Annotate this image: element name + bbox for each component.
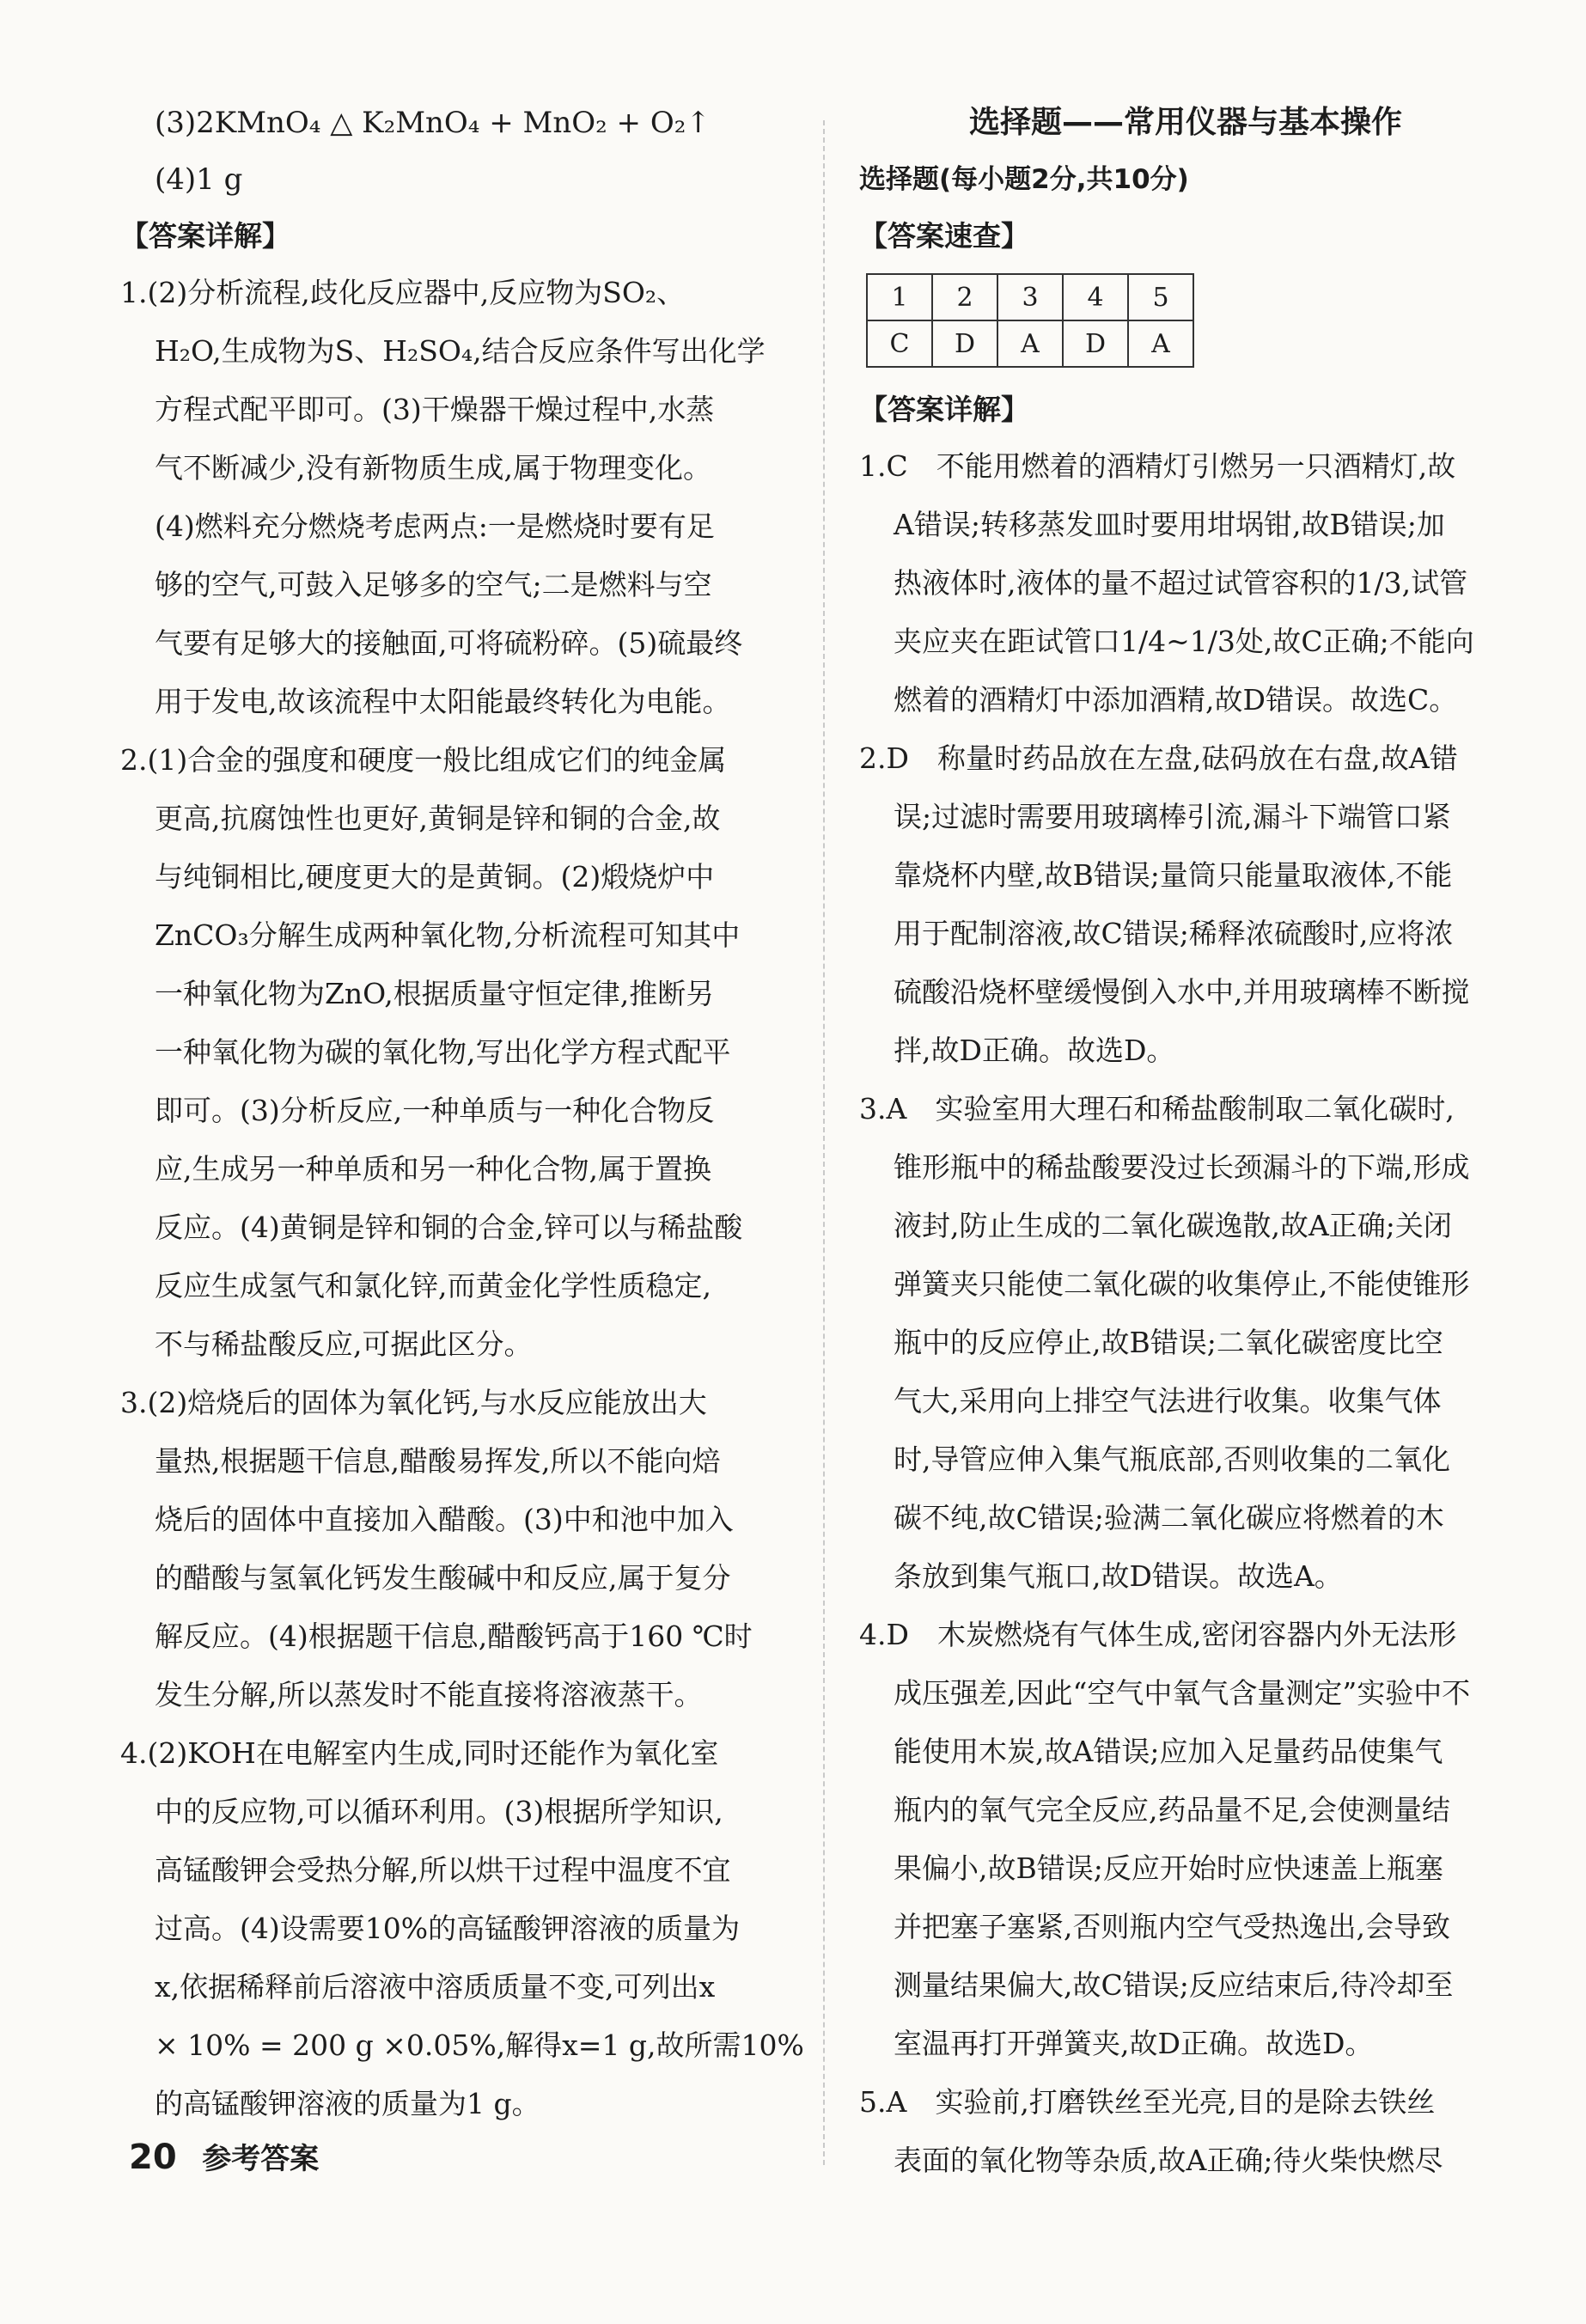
answer-cell: C <box>867 320 932 367</box>
text-row: 瓶内的氧气完全反应,药品量不足,会使测量结 <box>894 1793 1450 1827</box>
text-row: 弹簧夹只能使二氧化碳的收集停止,不能使锥形 <box>894 1267 1470 1301</box>
text-row: 过高。(4)设需要10%的高锰酸钾溶液的质量为 <box>155 1912 741 1945</box>
text-row: 气要有足够大的接触面,可将硫粉碎。(5)硫最终 <box>155 626 743 660</box>
text-row: 误;过滤时需要用玻璃棒引流,漏斗下端管口紧 <box>894 800 1451 833</box>
answer-cell: A <box>997 320 1063 367</box>
section-heading-detail-right: 【答案详解】 <box>859 393 1029 426</box>
answer-table <box>866 273 1194 368</box>
section-subtitle: 选择题(每小题2分,共10分) <box>859 164 1189 195</box>
text-row: 烧后的固体中直接加入醋酸。(3)中和池中加入 <box>155 1503 734 1536</box>
text-row: 5.A 实验前,打磨铁丝至光亮,目的是除去铁丝 <box>859 2085 1436 2119</box>
text-row: 燃着的酒精灯中添加酒精,故D错误。故选C。 <box>894 683 1458 717</box>
page-number: 20 <box>129 2138 177 2177</box>
text-row: 条放到集气瓶口,故D错误。故选A。 <box>894 1559 1343 1593</box>
answer-cell: D <box>1063 320 1128 367</box>
question-number-cell: 3 <box>997 274 1063 320</box>
text-row: 4.(2)KOH在电解室内生成,同时还能作为氧化室 <box>120 1736 719 1770</box>
text-row: 并把塞子塞紧,否则瓶内空气受热逸出,会导致 <box>894 1910 1450 1943</box>
text-row: 夹应夹在距试管口1/4~1/3处,故C正确;不能向 <box>894 625 1474 658</box>
text-row: × 10% = 200 g ×0.05%,解得x=1 g,故所需10% <box>155 2028 804 2062</box>
text-row: 拌,故D正确。故选D。 <box>894 1034 1175 1067</box>
text-row: A错误;转移蒸发皿时要用坩埚钳,故B错误;加 <box>894 508 1445 541</box>
text-row: 果偏小,故B错误;反应开始时应快速盖上瓶塞 <box>894 1851 1443 1885</box>
text-row: 够的空气,可鼓入足够多的空气;二是燃料与空 <box>155 568 712 601</box>
footer-label: 参考答案 <box>202 2142 320 2176</box>
text-row: 热液体时,液体的量不超过试管容积的1/3,试管 <box>894 566 1468 600</box>
answer-cell: D <box>932 320 997 367</box>
section-title: 选择题——常用仪器与基本操作 <box>968 105 1402 140</box>
text-row: 4.D 木炭燃烧有气体生成,密闭容器内外无法形 <box>859 1618 1457 1651</box>
text-row: 解反应。(4)根据题干信息,醋酸钙高于160 ℃时 <box>155 1619 753 1653</box>
text-row: H₂O,生成物为S、H₂SO₄,结合反应条件写出化学 <box>155 334 766 368</box>
text-row: 不与稀盐酸反应,可据此区分。 <box>155 1327 533 1361</box>
page-footer <box>129 2135 319 2177</box>
text-row: 2.D 称量时药品放在左盘,砝码放在右盘,故A错 <box>859 741 1458 775</box>
text-row: 1.C 不能用燃着的酒精灯引燃另一只酒精灯,故 <box>859 449 1456 483</box>
text-row: 能使用木炭,故A错误;应加入足量药品使集气 <box>894 1735 1443 1768</box>
text-row: 碳不纯,故C错误;验满二氧化碳应将燃着的木 <box>894 1501 1444 1534</box>
text-row: 2.(1)合金的强度和硬度一般比组成它们的纯金属 <box>120 743 727 777</box>
question-number-cell: 2 <box>932 274 997 320</box>
text-row: 气大,采用向上排空气法进行收集。收集气体 <box>894 1384 1442 1418</box>
text-row: 3.A 实验室用大理石和稀盐酸制取二氧化碳时, <box>859 1092 1455 1125</box>
text-row: 一种氧化物为碳的氧化物,写出化学方程式配平 <box>155 1035 731 1069</box>
text-row: 气不断减少,没有新物质生成,属于物理变化。 <box>155 451 711 485</box>
text-row: 测量结果偏大,故C错误;反应结束后,待冷却至 <box>894 1968 1454 2002</box>
left-column <box>120 103 820 2143</box>
text-row: 发生分解,所以蒸发时不能直接将溶液蒸干。 <box>155 1678 703 1711</box>
answer-cell: A <box>1128 320 1193 367</box>
text-row: 靠烧杯内壁,故B错误;量筒只能量取液体,不能 <box>894 858 1453 892</box>
text-row: 一种氧化物为ZnO,根据质量守恒定律,推断另 <box>155 977 715 1010</box>
answer-table-numbers <box>867 274 1193 320</box>
text-row: 液封,防止生成的二氧化碳逸散,故A正确;关闭 <box>894 1209 1452 1242</box>
section-heading-quick: 【答案速查】 <box>859 219 1029 253</box>
text-row: ZnCO₃分解生成两种氧化物,分析流程可知其中 <box>155 918 741 952</box>
text-row: 成压强差,因此“空气中氧气含量测定”实验中不 <box>894 1676 1471 1710</box>
left-explanations <box>120 273 820 2124</box>
text-row: x,依据稀释前后溶液中溶质质量不变,可列出x <box>155 1970 716 2004</box>
text-row: 更高,抗腐蚀性也更好,黄铜是锌和铜的合金,故 <box>155 802 721 835</box>
text-row: 反应。(4)黄铜是锌和铜的合金,锌可以与稀盐酸 <box>155 1211 743 1244</box>
text-row: 瓶中的反应停止,故B错误;二氧化碳密度比空 <box>894 1326 1443 1359</box>
question-number-cell: 1 <box>867 274 932 320</box>
text-row: 即可。(3)分析反应,一种单质与一种化合物反 <box>155 1094 715 1127</box>
text-row: 中的反应物,可以循环利用。(3)根据所学知识, <box>155 1795 723 1828</box>
text-row: 用于发电,故该流程中太阳能最终转化为电能。 <box>155 685 731 718</box>
right-column <box>859 103 1512 2199</box>
text-row: 与纯铜相比,硬度更大的是黄铜。(2)煅烧炉中 <box>155 860 715 894</box>
text-row: 应,生成另一种单质和另一种化合物,属于置换 <box>155 1152 711 1186</box>
text-row: 时,导管应伸入集气瓶底部,否则收集的二氧化 <box>894 1443 1450 1476</box>
text-row: 的高锰酸钾溶液的质量为1 g。 <box>155 2087 540 2120</box>
right-explanations <box>859 447 1512 2181</box>
text-row: 量热,根据题干信息,醋酸易挥发,所以不能向焙 <box>155 1444 721 1478</box>
question-number-cell: 4 <box>1063 274 1128 320</box>
text-row: 用于配制溶液,故C错误;稀释浓硫酸时,应将浓 <box>894 917 1454 950</box>
answer-line <box>120 160 820 199</box>
text-row: 1.(2)分析流程,歧化反应器中,反应物为SO₂、 <box>120 276 686 309</box>
answer-table-answers <box>867 320 1193 367</box>
text-row: 方程式配平即可。(3)干燥器干燥过程中,水蒸 <box>155 393 715 426</box>
text-row: 反应生成氢气和氯化锌,而黄金化学性质稳定, <box>155 1269 711 1302</box>
text-row: 锥形瓶中的稀盐酸要没过长颈漏斗的下端,形成 <box>894 1150 1470 1184</box>
text-row: 硫酸沿烧杯壁缓慢倒入水中,并用玻璃棒不断搅 <box>894 975 1470 1009</box>
text-row: 的醋酸与氢氧化钙发生酸碱中和反应,属于复分 <box>155 1561 731 1595</box>
text-row: (4)燃料充分燃烧考虑两点:一是燃烧时要有足 <box>155 509 715 543</box>
section-heading-detail-left: 【答案详解】 <box>120 219 290 253</box>
text-row: 室温再打开弹簧夹,故D正确。故选D。 <box>894 2027 1374 2060</box>
text-row: 表面的氧化物等杂质,故A正确;待火柴快燃尽 <box>894 2144 1443 2177</box>
column-divider <box>823 120 825 2165</box>
equation-text: (3)2KMnO₄ △ K₂MnO₄ + MnO₂ + O₂↑ <box>155 106 711 140</box>
text-row: 3.(2)焙烧后的固体为氧化钙,与水反应能放出大 <box>120 1386 707 1419</box>
answer-text: (4)1 g <box>155 162 243 197</box>
text-row: 高锰酸钾会受热分解,所以烘干过程中温度不宜 <box>155 1853 731 1887</box>
question-number-cell: 5 <box>1128 274 1193 320</box>
equation-line <box>120 103 820 143</box>
